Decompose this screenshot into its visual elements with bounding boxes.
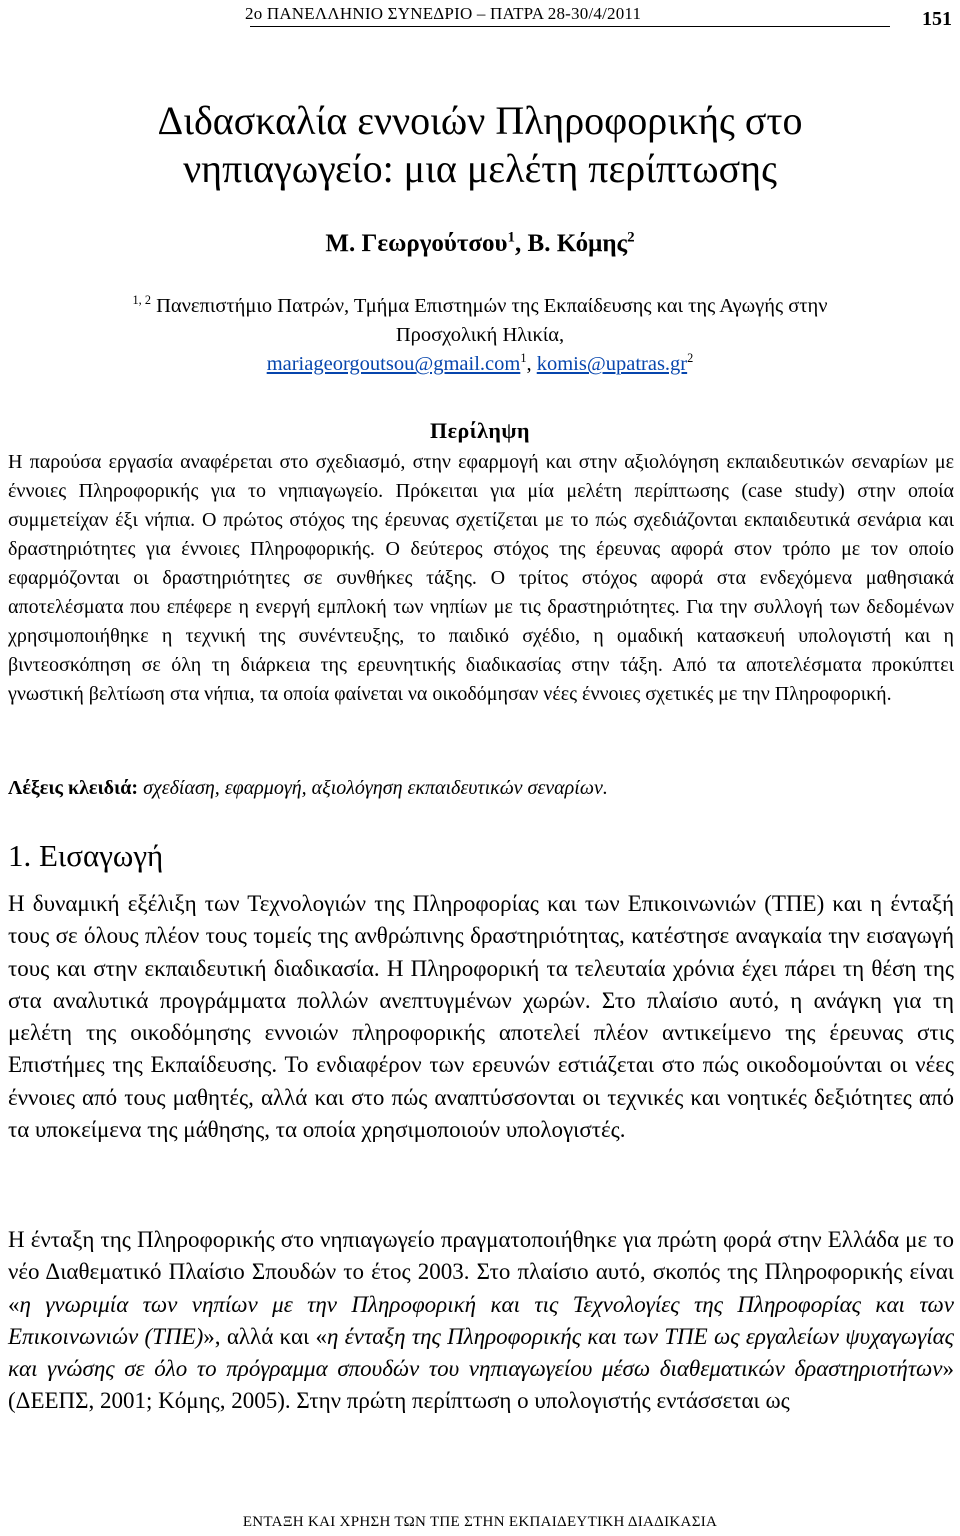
affiliation-line-1 [0, 292, 960, 321]
author-1: Μ. Γεωργούτσου [325, 230, 508, 257]
email-separator: , [526, 353, 537, 375]
keywords-line [8, 777, 608, 800]
running-head-text: 2ο ΠΑΝΕΛΛΗΝΙΟ ΣΥΝΕΔΡΙΟ – ΠΑΤΡΑ 28-30/4/2011 [245, 4, 642, 23]
section-heading-introduction: 1. Εισαγωγή [8, 838, 164, 873]
title-line-1: Διδασκαλία εννοιών Πληροφορικής στο [157, 97, 803, 143]
author-1-affil-mark: 1 [507, 229, 516, 246]
paper-title [0, 97, 960, 193]
body-paragraph-1: Η δυναμική εξέλιξη των Τεχνολογιών της Πληροφορίας και των Επικοινωνιών (ΤΠΕ) και η ένταξή τους σε όλους πλέον τους τομείς της ανθρώπινης δραστηριότητας, κατέστησε αναγκαία την εισαγωγή τους και στην εκπαιδευτική διαδικασία. Η Πληροφορική τα τελευταία χρόνια έχει πάρει τη θέση της στα αναλυτικά προγράμματα πολλών ανεπτυγμένων χωρών. Στο πλαίσιο αυτό, η ανάγκη για τη μελέτη της οικοδόμησης εννοιών πληροφορικής αποτελεί πλέον αντικείμενο της έρευνας στις Επιστήμες της Εκπαίδευσης. Το ενδιαφέρον των ερευνών εστιάζεται στο πώς οικοδομούνται οι νέες έννοιες από τους μαθητές, αλλά και στο πώς αναπτύσσονται οι τεχνικές και νοητικές δεξιότητες από τα υποκείμενα της μάθησης, τα οποία χρησιμοποιούν υπολογιστές. [8, 891, 954, 1143]
keywords-values: σχεδίαση, εφαρμογή, αξιολόγηση εκπαιδευτικών σεναρίων. [138, 777, 608, 799]
affiliation-emails [0, 350, 960, 379]
affiliation-line-2: Προσχολική Ηλικία, [395, 324, 565, 346]
page-number: 151 [922, 8, 952, 30]
email-link-2[interactable]: komis@upatras.gr [536, 353, 688, 375]
author-2: , Β. Κόμης [515, 230, 628, 257]
abstract-text: Η παρούσα εργασία αναφέρεται στο σχεδιασμό, στην εφαρμογή και στην αξιολόγηση εκπαιδευτικών σεναρίων με έννοιες Πληροφορικής για το νηπιαγωγείο. Πρόκειται για μία μελέτη περίπτωσης (case study) στην οποία συμμετείχαν έξι νήπια. Ο πρώτος στόχος της έρευνας σχετίζεται με το πώς σχεδιάζονται εκπαιδευτικά σενάρια και δραστηριότητες για έννοιες Πληροφορικής. Ο δεύτερος στόχος της έρευνας αφορά στον τρόπο με τον οποίο εφαρμόζονται οι δραστηριότητες σε συνθήκες τάξης. Ο τρίτος στόχος αφορά στα ενδεχόμενα μαθησιακά αποτελέσματα που επέφερε η ενεργή εμπλοκή των νηπίων με τις δραστηριότητες. Για την συλλογή των δεδομένων χρησιμοποιήθηκε η τεχνική της συνέντευξης, το παιδικό σχέδιο, η ομαδική κατασκευή υπολογιστή και η βιντεοσκόπηση σε όλη τη διάρκεια της ερευνητικής διαδικασίας στην τάξη. Από τα αποτελέσματα προκύπτει γνωστική βελτίωση στα νήπια, τα οποία φαίνεται να οικοδόμησαν νέες έννοιες σχετικές με την Πληροφορική. [8, 451, 954, 705]
running-header [0, 0, 960, 42]
paragraph-2-quote-1: η γνωριμία των νηπίων με την Πληροφορική και τις Τεχνολογίες της Πληροφορίας και των Επικοινωνιών (ΤΠΕ) [8, 1291, 954, 1349]
email-1-mark: 1 [520, 351, 527, 366]
paragraph-2-part-e: » (ΔΕΕΠΣ, 2001; Κόμης, 2005). Στην πρώτη περίπτωση ο υπολογιστής εντάσσεται ως [8, 1356, 954, 1414]
keywords-label: Λέξεις κλειδιά: [8, 777, 139, 799]
running-footer: ΕΝΤΑΞΗ ΚΑΙ ΧΡΗΣΗ ΤΩΝ ΤΠΕ ΣΤΗΝ ΕΚΠΑΙΔΕΥΤΙΚΗ ΔΙΑΔΙΚΑΣΙΑ [242, 1514, 718, 1530]
abstract-heading: Περίληψη [429, 418, 531, 443]
paragraph-2-part-a: Η ένταξη της Πληροφορικής στο νηπιαγωγείο πραγματοποιήθηκε για πρώτη φορά στην Ελλάδα με το νέο Διαθεματικό Πλαίσιο Σπουδών το έτος 2003. Στο πλαίσιο αυτό, σκοπός της Πληροφορικής είναι « [8, 1227, 954, 1317]
affiliation [0, 292, 960, 379]
affiliation-text-1: Πανεπιστήμιο Πατρών, Τμήμα Επιστημών της Εκπαίδευσης και της Αγωγής στην [156, 295, 828, 317]
paragraph-2-part-c: », αλλά και « [203, 1323, 327, 1349]
author-list [0, 230, 960, 258]
email-link-1[interactable]: mariageorgoutsou@gmail.com [266, 353, 521, 375]
email-2-mark: 2 [687, 351, 694, 366]
affiliation-mark: 1, 2 [132, 293, 151, 308]
author-2-affil-mark: 2 [627, 229, 635, 246]
title-line-2: νηπιαγωγείο: μια μελέτη περίπτωσης [183, 145, 777, 191]
body-paragraph-2 [8, 1224, 954, 1418]
paragraph-2-quote-2: η ένταξη της Πληροφορικής και των ΤΠΕ ως εργαλείων ψυχαγωγίας και γνώσης σε όλο το πρόγραμμα σπουδών του νηπιαγωγείου μέσω διαθεματικών δραστηριοτήτων [8, 1323, 954, 1382]
header-rule [250, 26, 890, 27]
